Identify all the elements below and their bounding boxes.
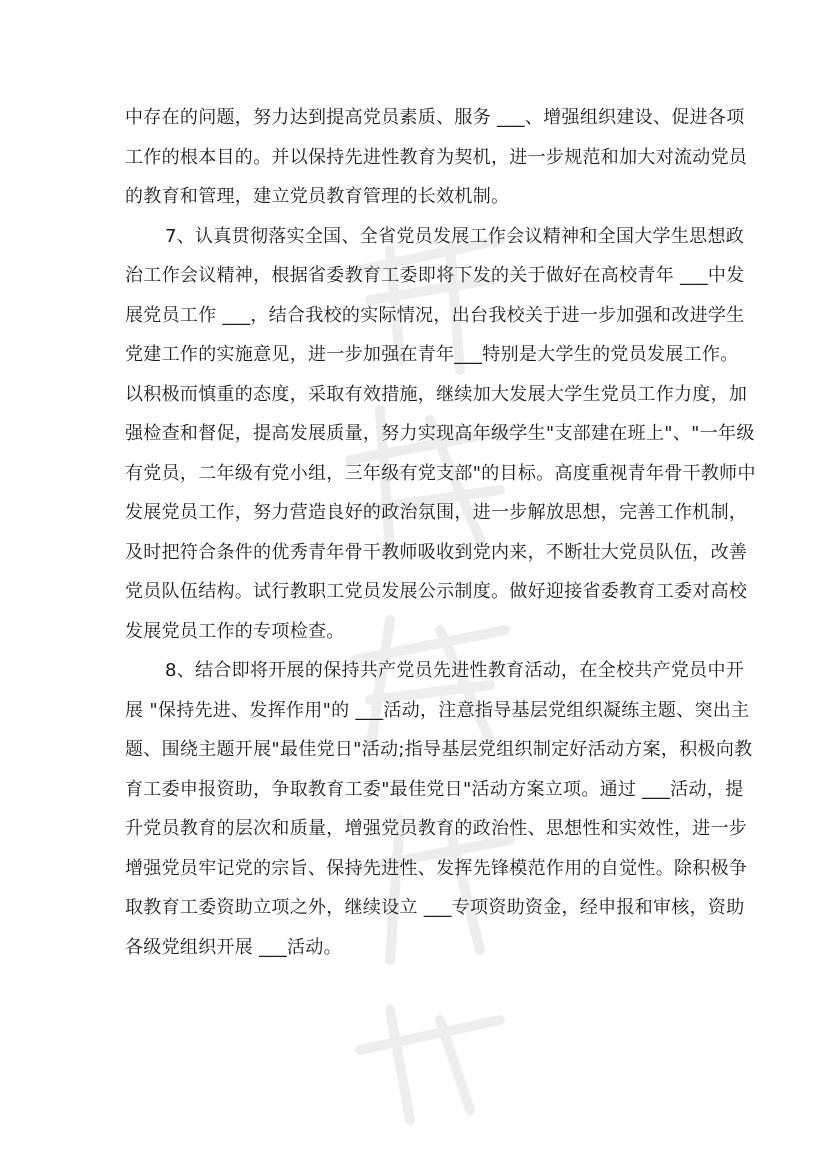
text-line: 取教育工委资助立项之外，继续设立 ___专项资助资金，经申报和审核，资助 — [125, 897, 745, 918]
text-line: 党建工作的实施意见，进一步加强在青年___特别是大学生的党员发展工作。 — [125, 344, 739, 365]
text-line: 治工作会议精神，根据省委教育工委即将下发的关于做好在高校青年 ___中发 — [125, 265, 745, 286]
text-line: 有党员，二年级有党小组，三年级有党支部"的目标。高度重视青年骨干教师中 — [125, 462, 756, 484]
text-line: 升党员教育的层次和质量，增强党员教育的政治性、思想性和实效性，进一步 — [125, 818, 748, 839]
text-line: 各级党组织开展 ___活动。 — [125, 936, 342, 958]
text-line: 的教育和管理，建立党员教育管理的长效机制。 — [125, 186, 510, 207]
text-line: 题、围绕主题开展"最佳党日"活动;指导基层党组织制定好活动方案，积极向教 — [125, 739, 753, 760]
text-line: 党员队伍结构。试行教职工党员发展公示制度。做好迎接省委教育工委对高校 — [125, 581, 748, 602]
text-line: 发展党员工作的专项检查。 — [125, 620, 345, 642]
text-line: 展党员工作 ___，结合我校的实际情况，出台我校关于进一步加强和改进学生 — [125, 304, 745, 326]
text-line: 7、认真贯彻落实全国、全省党员发展工作会议精神和全国大学生思想政 — [165, 225, 745, 247]
text-line: 展 "保持先进、发挥作用"的 ___活动，注意指导基层党组织凝练主题、突出主 — [125, 699, 750, 721]
text-line: 强检查和督促，提高发展质量，努力实现高年级学生"支部建在班上"、"一年级 — [125, 423, 755, 444]
text-line: 8、结合即将开展的保持共产党员先进性教育活动，在全校共产党员中开 — [165, 660, 745, 681]
text-line: 发展党员工作，努力营造良好的政治氛围，进一步解放思想，完善工作机制， — [125, 502, 748, 523]
text-line: 以积极而慎重的态度，采取有效措施，继续加大发展大学生党员工作力度，加 — [125, 383, 748, 405]
paragraph-item-7 — [125, 217, 756, 652]
paragraph-continuation — [125, 98, 748, 217]
text-line: 中存在的问题，努力达到提高党员素质、服务 ___、增强组织建设、促进各项 — [125, 107, 745, 128]
text-line: 育工委申报资助，争取教育工委"最佳党日"活动方案立项。通过 ___活动，提 — [125, 778, 744, 800]
text-line: 及时把符合条件的优秀青年骨干教师吸收到党内来，不断壮大党员队伍，改善 — [125, 541, 748, 563]
text-line: 工作的根本目的。并以保持先进性教育为契机，进一步规范和加大对流动党员 — [125, 146, 748, 168]
paragraph-item-8 — [125, 651, 753, 967]
document-body — [125, 98, 756, 967]
text-line: 增强党员牢记党的宗旨、保持先进性、发挥先锋模范作用的自觉性。除积极争 — [125, 857, 748, 879]
